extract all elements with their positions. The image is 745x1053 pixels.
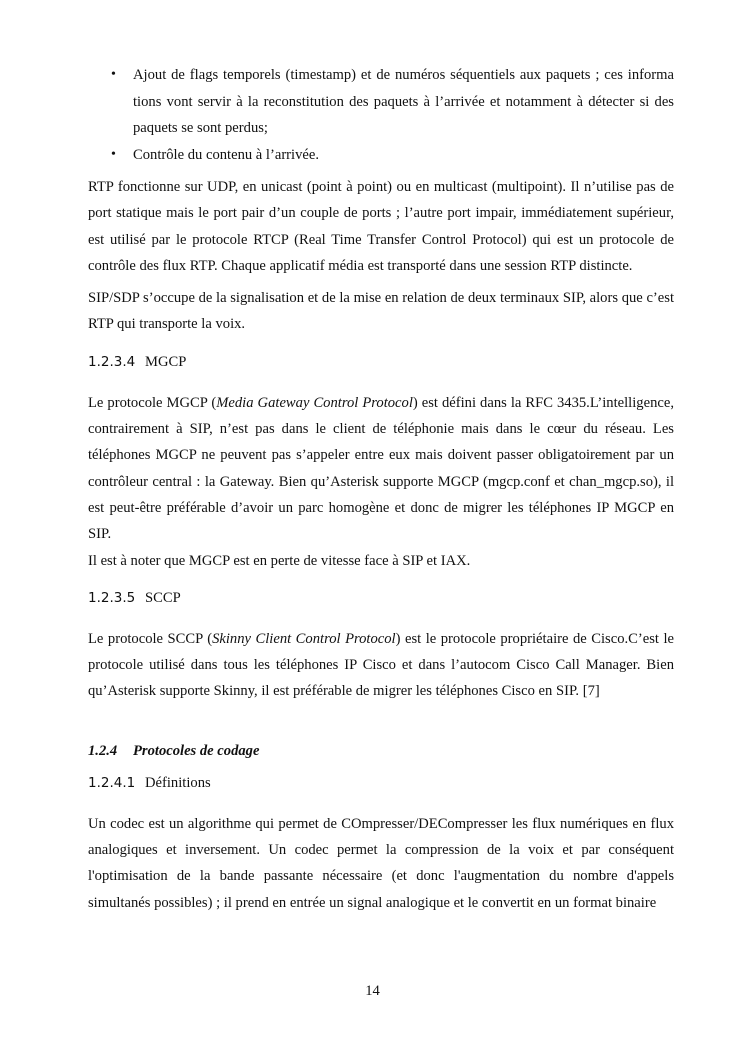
paragraph-rtp-udp: RTP fonctionne sur UDP, en unicast (point à point) ou en multicast (multipoint). Il n’utilise pas de port statique mais le port pair d’un couple de ports ; l’autre port impair, immédiatement supérieur, est utilisé par le protocole RTCP (Real Time Transfer Control Protocol) qui est un protocole de contrôle des flux RTP. Chaque applicatif média est transporté dans une session RTP distincte. [88,179,674,274]
heading-definitions [88,773,674,793]
heading-number: 1.2.4.1 [88,774,136,791]
bullet-list [88,62,674,168]
paragraph-sip-sdp: SIP/SDP s’occupe de la signalisation et de la mise en relation de deux terminaux SIP, alors que c’est RTP qui transporte la voix. [88,290,674,333]
heading-sccp [88,588,674,608]
paragraph-mgcp-note: Il est à noter que MGCP est en perte de vitesse face à SIP et IAX. [88,552,471,569]
paragraph-sccp: Le protocole SCCP (Skinny Client Control Protocol) est le protocole propriétaire de Cisco.C’est le protocole utilisé dans tous les téléphones IP Cisco et dans l’autocom Cisco Call Manager. Bien qu’Asterisk supporte Skinny, il est préférable de migrer les téléphones Cisco en SIP. [7] [88,630,675,700]
heading-number: 1.2.3.5 [88,589,136,606]
heading-protocoles-codage [88,741,674,761]
list-item: • Ajout de flags temporels (timestamp) et de numéros séquentiels aux paquets ; ces informa tions vont servir à la reconstitution des paquets à l’arrivée et notamment à détecter si des paquets se sont perdus; [88,62,674,142]
page-body [88,62,674,922]
heading-title: SCCP [145,589,181,606]
heading-number: 1.2.3.4 [88,353,136,370]
list-item: • Contrôle du contenu à l’arrivée. [88,142,674,169]
heading-title: MGCP [145,353,187,370]
page-number: 14 [365,983,380,999]
heading-title: Définitions [145,774,211,791]
paragraph-mgcp: Le protocole MGCP (Media Gateway Control Protocol) est défini dans la RFC 3435.L’intelligence, contrairement à SIP, n’est pas dans le client de téléphonie mais dans le cœur du réseau. Les téléphones MGCP ne peuvent pas s’appeler entre eux mais doivent passer obligatoirement par un contrôleur central : la Gateway. Bien qu’Asterisk supporte MGCP (mgcp.conf et chan_mgcp.so), il est peut-être préférable d’avoir un parc homogène et donc de migrer les téléphones IP MGCP en SIP. [88,394,674,543]
paragraph-definitions: Un codec est un algorithme qui permet de COmpresser/DECompresser les flux numériques en flux analogiques et inversement. Un codec permet la compression de la voix et par conséquent l'optimisation de la bande passante nécessaire (et donc l'augmentation du nombre d'appels simultanés possibles) ; il prend en entrée un signal analogique et le convertit en un format binaire [88,815,674,911]
heading-title: Protocoles de codage [133,742,260,759]
heading-mgcp [88,352,674,372]
heading-number: 1.2.4 [88,742,118,759]
